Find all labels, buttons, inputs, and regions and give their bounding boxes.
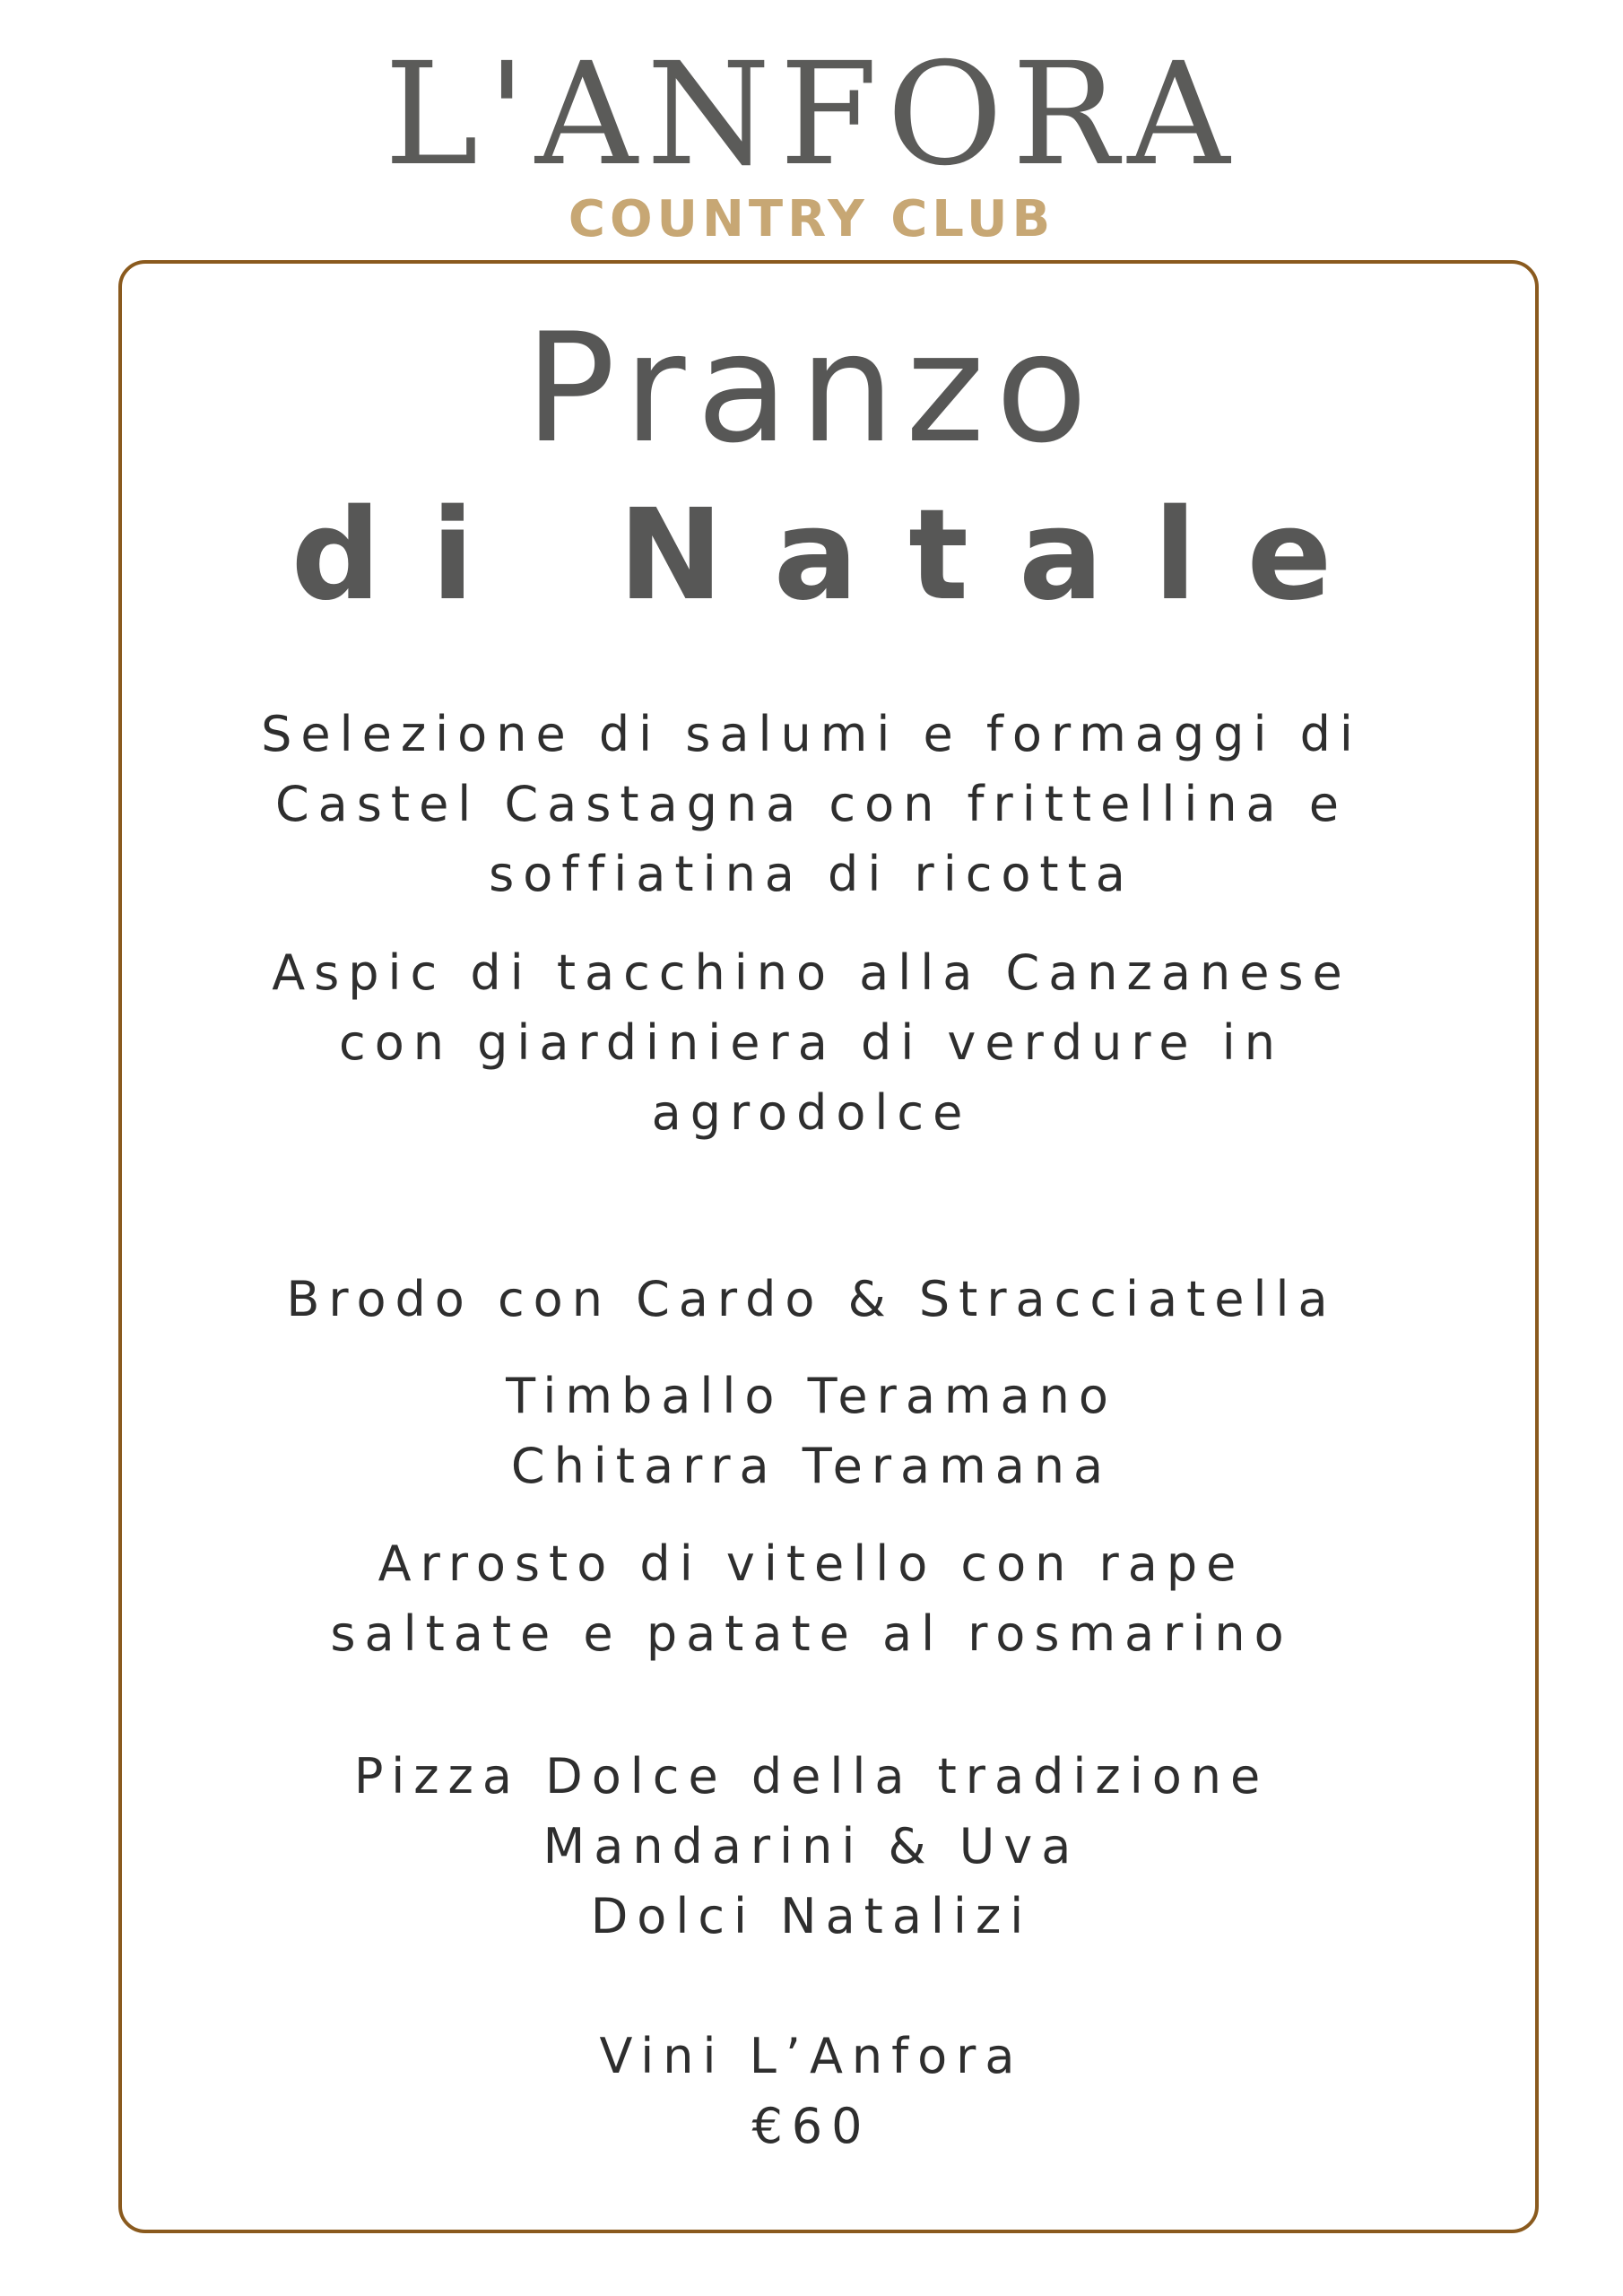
menu-line: Aspic di tacchino alla Canzanese bbox=[272, 944, 1351, 1001]
menu-line: saltate e patate al rosmarino bbox=[330, 1605, 1293, 1662]
menu-line: Timballo Teramano bbox=[506, 1368, 1117, 1424]
menu-item-dolci bbox=[0, 1742, 1623, 1952]
menu-title-line2: di Natale bbox=[291, 483, 1383, 629]
menu-footer bbox=[0, 2022, 1623, 2161]
menu-line: Arrosto di vitello con rape bbox=[378, 1535, 1245, 1592]
logo-subtitle: COUNTRY CLUB bbox=[568, 190, 1055, 248]
menu-line: Brodo con Cardo & Stracciatella bbox=[286, 1271, 1337, 1327]
menu-line: Mandarini & Uva bbox=[542, 1818, 1081, 1874]
price: €60 bbox=[751, 2098, 872, 2154]
menu-item-brodo bbox=[0, 1265, 1623, 1335]
menu-item-aspic bbox=[0, 938, 1623, 1148]
menu-item-salumi bbox=[0, 700, 1623, 909]
menu-item-timballo-chitarra bbox=[0, 1361, 1623, 1501]
menu-line: Chitarra Teramana bbox=[510, 1438, 1113, 1494]
menu-title-line1: Pranzo bbox=[525, 300, 1098, 476]
menu-line: Selezione di salumi e formaggi di bbox=[261, 706, 1362, 762]
logo-wordmark: L'ANFORA bbox=[384, 32, 1239, 197]
menu-line: Dolci Natalizi bbox=[590, 1888, 1033, 1944]
menu-line: Castel Castagna con frittellina e bbox=[274, 776, 1349, 832]
menu-line: soffiatina di ricotta bbox=[489, 846, 1134, 902]
menu-item-arrosto bbox=[0, 1529, 1623, 1669]
menu-line: con giardiniera di verdure in bbox=[339, 1014, 1284, 1071]
menu-line: Pizza Dolce della tradizione bbox=[353, 1748, 1270, 1805]
menu-line: agrodolce bbox=[651, 1084, 972, 1141]
wine-note: Vini L’Anfora bbox=[599, 2028, 1024, 2084]
